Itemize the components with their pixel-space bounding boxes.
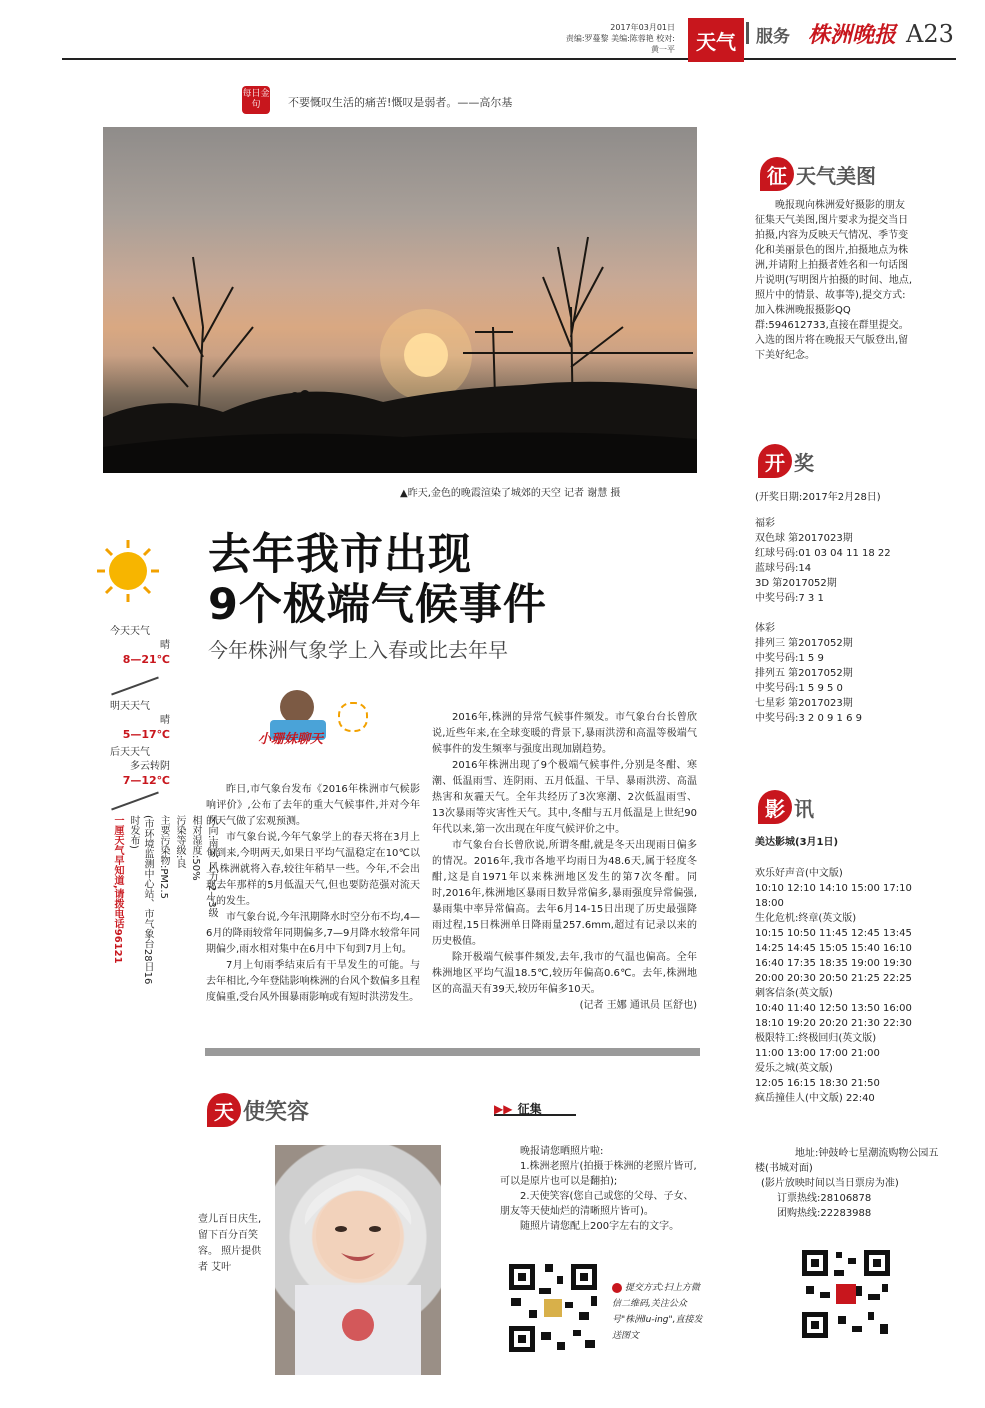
movie-title: 极限特工:终极回归(英文版) bbox=[755, 1033, 877, 1044]
collect-line: 晚报请您晒照片啦: bbox=[520, 1146, 604, 1157]
column-name: 小珊妹聊天 bbox=[258, 732, 324, 747]
cinema-info bbox=[755, 1146, 940, 1221]
pollutant-main: 主要污染物:PM2.5 bbox=[158, 815, 169, 899]
pollution-level: 污染等级:良 bbox=[174, 815, 185, 869]
sun-icon bbox=[95, 538, 161, 604]
baby-photo bbox=[275, 1145, 441, 1375]
angel-mark: 天 bbox=[207, 1093, 241, 1127]
wechat-qr-code[interactable] bbox=[505, 1260, 601, 1356]
movie-title: 疯岳撞佳人(中文版) 22:40 bbox=[755, 1093, 875, 1104]
submit-marker-icon bbox=[612, 1283, 622, 1293]
lottery-line: 福彩 bbox=[755, 518, 775, 529]
collect-line: 1.株洲老照片(拍摄于株洲的老照片皆可,可以是原片也可以是翻拍); bbox=[500, 1161, 697, 1187]
data-source: (市环境监测中心站、市气象台28日16时发布) bbox=[128, 815, 153, 985]
cinema-heading: 讯 bbox=[794, 796, 814, 821]
lottery-line: 体彩 bbox=[755, 623, 775, 634]
sunset-photo bbox=[103, 127, 697, 473]
lottery-list bbox=[755, 516, 935, 726]
header-rule bbox=[62, 58, 688, 60]
movie-times: 11:00 13:00 17:00 21:00 bbox=[755, 1048, 880, 1059]
header-divider bbox=[746, 22, 749, 44]
weather-today-label: 今天天气 bbox=[110, 626, 150, 637]
daily-quote: 不要慨叹生活的痛苦!慨叹是弱者。——高尔基 bbox=[288, 96, 513, 109]
weather-hotline: 一厘天气早知道,请拨电话96121 bbox=[112, 815, 123, 964]
collect-submit-text: 提交方式:扫上方微信二维码,关注公众号"株洲lu-ing",直接发送图文 bbox=[612, 1283, 703, 1341]
article-para: 2016年,株洲的异常气候事件频发。市气象台台长曾欣说,近些年来,在全球变暖的背景下,暴雨洪涝和高温等极端气候事件的发生频率与强度出现加剧趋势。 bbox=[432, 712, 697, 755]
movie-title: 爱乐之城(英文版) bbox=[755, 1063, 833, 1074]
cinema-schedule bbox=[755, 866, 938, 1106]
article-right-column bbox=[432, 710, 697, 1014]
weather-divider bbox=[111, 677, 159, 696]
lottery-line: 双色球 第2017023期 bbox=[755, 533, 853, 544]
article-para: 2016年株洲出现了9个极端气候事件,分别是冬酣、寒潮、低温雨雪、连阴雨、五月低温、干旱、暴雨洪涝、高温热害和灰霾天气。全年共经历了3次寒潮、2次低温雨雪、13次暴雨等灾害性天气。其中,冬酣与五月低温是上世纪90年代以来,第一次出现在年度气候评价之中。 bbox=[432, 760, 697, 835]
article-headline bbox=[208, 530, 547, 630]
lottery-mark: 开 bbox=[758, 444, 792, 478]
lottery-date: (开奖日期:2017年2月28日) bbox=[755, 492, 881, 503]
article-para: 昨日,市气象台发布《2016年株洲市气候影响评价》,公布了去年的重大气候事件,并对今年的天气做了宏观预测。 bbox=[206, 784, 420, 827]
quote-badge: 每日金句 bbox=[242, 86, 270, 114]
movie-title: 欢乐好声音(中文版) bbox=[755, 868, 843, 879]
collect-title: 征集 bbox=[517, 1102, 542, 1116]
article-byline: (记者 王娜 通讯员 匡舒也) bbox=[579, 1000, 697, 1011]
section-tag[interactable]: 天气 bbox=[688, 18, 744, 62]
movie-title: 生化危机:终章(英文版) bbox=[755, 913, 857, 924]
collect-header bbox=[494, 1098, 576, 1116]
photo-call-mark: 征 bbox=[760, 157, 794, 191]
article-left-column bbox=[206, 782, 420, 1006]
lottery-line: 排列三 第2017052期 bbox=[755, 638, 853, 649]
article-subhead: 今年株洲气象学上入春或比去年早 bbox=[208, 638, 508, 662]
weather-tomorrow-cond: 晴 bbox=[160, 715, 170, 726]
lottery-line: 中奖号码:1 5 9 5 0 bbox=[755, 683, 843, 694]
header-date: 2017年03月01日 bbox=[610, 23, 675, 32]
article-para: 除开极端气候事件频发,去年,我市的气温也偏高。全年株洲地区平均气温18.5℃,较历年偏高0.6℃。去年,株洲地区的高温天有39天,较历年偏多10天。 bbox=[432, 952, 697, 995]
weather-after-label: 后天天气 bbox=[110, 747, 150, 758]
lottery-line: 3D 第2017052期 bbox=[755, 578, 837, 589]
lottery-title bbox=[758, 444, 814, 478]
collect-submit bbox=[612, 1280, 704, 1344]
weather-tomorrow-label: 明天天气 bbox=[110, 701, 150, 712]
service-label: 服务 bbox=[756, 27, 790, 47]
header-meta bbox=[560, 22, 675, 55]
movie-times: 10:15 10:50 11:45 12:45 13:45 14:25 14:45 15:05 15:40 16:10 16:40 17:35 18:35 19:00 19:30 20:00 20:30 20:50 21:25 22:25 bbox=[755, 928, 912, 984]
weather-today bbox=[110, 625, 170, 667]
lottery-spacer bbox=[755, 606, 935, 621]
lottery-heading: 奖 bbox=[794, 450, 814, 475]
movie-times: 10:40 11:40 12:50 13:50 16:00 18:10 19:20 20:20 21:30 22:30 bbox=[755, 1003, 912, 1029]
collect-body bbox=[500, 1144, 700, 1234]
column-badge bbox=[258, 690, 373, 760]
cinema-phone-group: 团购热线:22283988 bbox=[777, 1208, 872, 1219]
photo-call-text: 晚报现向株洲爱好摄影的朋友征集天气美图,图片要求为提交当日拍摄,内容为反映天气情况、季节变化和美丽景色的图片,拍摄地点为株洲,并请附上拍摄者姓名和一句话图片说明(写明图片拍摄的时间、地点,照片中的情景、故事等),提交方式:加入株洲晚报摄影QQ群:594612733,直接在群里提交。入选的图片将在晚报天气版登出,留下美好纪念。 bbox=[755, 200, 913, 361]
movie-title: 刺客信条(英文版) bbox=[755, 988, 833, 999]
lottery-line: 中奖号码:3 2 0 9 1 6 9 bbox=[755, 713, 862, 724]
weather-divider-2 bbox=[111, 792, 159, 811]
angel-title bbox=[207, 1093, 309, 1127]
cinema-phone-booking: 订票热线:28106878 bbox=[777, 1193, 872, 1204]
cinema-qr-code[interactable] bbox=[798, 1246, 894, 1342]
lottery-line: 红球号码:01 03 04 11 18 22 bbox=[755, 548, 891, 559]
article-para: 市气象台台长曾欣说,所谓冬酣,就是冬天出现雨日偏多的情况。2016年,我市各地平均雨日为48.6天,属于轻度冬酣,这是自1971年以来株洲地区发生的第7次冬酣。同时,2016年,株洲地区暴雨日数异常偏多,暴雨强度异常偏强,暴雨集中率异常偏高。去年6月14-15日出现了历史最强降雨过程,15日株洲单日降雨量257.6mm,超过有记录以来的历史极值。 bbox=[432, 840, 697, 947]
article-para: 市气象台说,今年气象学上的春天将在3月上旬到来,今明两天,如果日平均气温稳定在10℃以上,株洲就将入春,较往年稍早一些。今年,不会出现去年那样的5月低温天气,但也要防范强对流天气的发生。 bbox=[206, 832, 420, 907]
movie-times: 12:05 16:15 18:30 21:50 bbox=[755, 1078, 880, 1089]
collect-arrow-icon: ▶▶ bbox=[494, 1102, 513, 1116]
column-sun-icon bbox=[338, 702, 368, 732]
photo-caption: ▲昨天,金色的晚霞渲染了城郊的天空 记者 谢慧 摄 bbox=[400, 488, 621, 499]
weather-tomorrow-temp: 5—17℃ bbox=[122, 728, 170, 741]
weather-today-temp: 8—21℃ bbox=[122, 653, 170, 666]
paper-logo: 株洲晚报 bbox=[808, 22, 897, 48]
cinema-mark: 影 bbox=[758, 790, 792, 824]
weather-after bbox=[110, 746, 170, 788]
wind-info: 风向:南风 风力:2—3级 bbox=[206, 815, 217, 918]
weather-today-cond: 晴 bbox=[160, 640, 170, 651]
cinema-note: (影片放映时间以当日票房为准) bbox=[761, 1178, 899, 1189]
cinema-address: 地址:钟鼓岭七星潮流购物公园五楼(书城对面) bbox=[755, 1148, 939, 1174]
lottery-line: 中奖号码:7 3 1 bbox=[755, 593, 824, 604]
angel-caption: 壹儿百日庆生,留下百分百笑容。 照片提供者 艾叶 bbox=[198, 1214, 262, 1273]
cinema-title bbox=[758, 790, 814, 824]
weather-after-cond: 多云转阴 bbox=[130, 761, 170, 772]
photo-call-heading: 天气美图 bbox=[796, 163, 876, 188]
humidity-info: 相对湿度:50% bbox=[190, 815, 201, 881]
lottery-line: 中奖号码:1 5 9 bbox=[755, 653, 824, 664]
lottery-line: 蓝球号码:14 bbox=[755, 563, 812, 574]
header-staff: 责编:罗蔓黎 美编:陈蓉艳 校对:黄一平 bbox=[565, 34, 675, 54]
weather-after-temp: 7—12℃ bbox=[122, 774, 170, 787]
lottery-line: 排列五 第2017052期 bbox=[755, 668, 853, 679]
cinema-venue: 美达影城(3月1日) bbox=[755, 837, 839, 848]
movie-times: 10:10 12:10 14:10 15:00 17:10 18:00 bbox=[755, 883, 912, 909]
article-para: 市气象台说,今年汛期降水时空分布不均,4—6月的降雨较常年同期偏多,7—9月降水较常年同期偏少,雨水相对集中在6月中下旬到7月上旬。 bbox=[206, 912, 420, 955]
section-rule bbox=[205, 1048, 700, 1056]
columnist-avatar bbox=[280, 690, 314, 724]
collect-line: 随照片请您配上200字左右的文字。 bbox=[520, 1221, 680, 1232]
page-number: A23 bbox=[906, 20, 954, 48]
headline-line-1: 去年我市出现 bbox=[208, 530, 472, 580]
header-rule-right bbox=[744, 58, 956, 60]
collect-line: 2.天使笑容(您自己或您的父母、子女、朋友等天使灿烂的清晰照片皆可)。 bbox=[500, 1191, 694, 1217]
angel-heading: 使笑容 bbox=[243, 1098, 310, 1125]
weather-details bbox=[110, 815, 218, 1145]
sunset-scene bbox=[103, 127, 697, 473]
weather-tomorrow bbox=[110, 700, 170, 742]
photo-call-title bbox=[760, 157, 876, 191]
headline-line-2: 9个极端气候事件 bbox=[208, 580, 547, 630]
article-para: 7月上旬雨季结束后有干旱发生的可能。与去年相比,今年登陆影响株洲的台风个数偏多且程度偏重,受台风外围暴雨影响或有短时洪涝发生。 bbox=[206, 960, 420, 1003]
lottery-line: 七星彩 第2017023期 bbox=[755, 698, 853, 709]
